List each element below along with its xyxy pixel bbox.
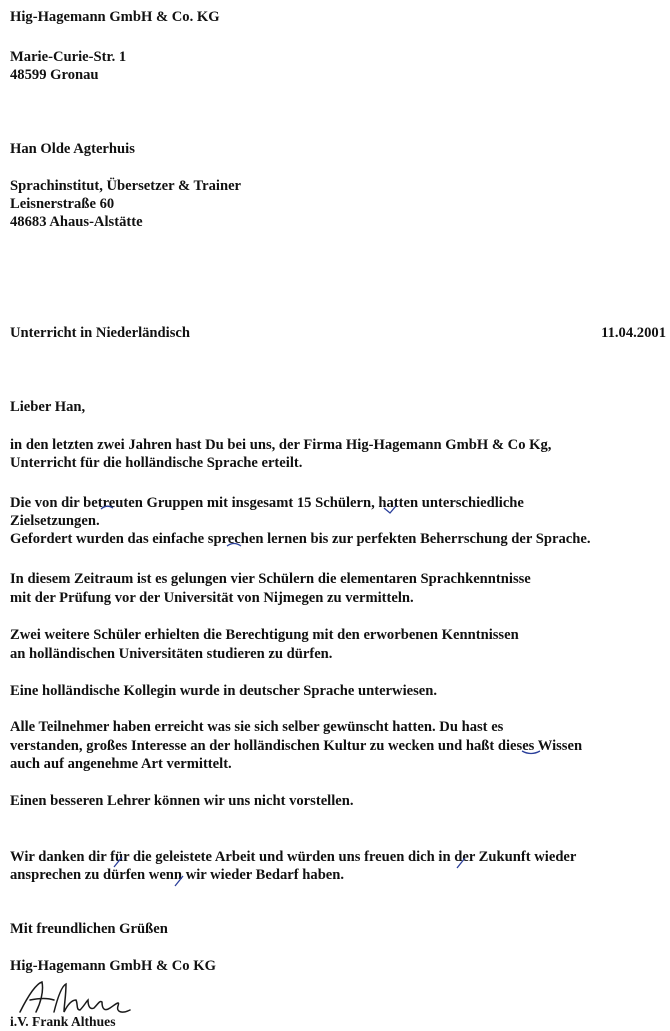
- body-line: in den letzten zwei Jahren hast Du bei uns, der Firma Hig-Hagemann GmbH & Co Kg,: [10, 437, 552, 453]
- body-line: ansprechen zu dürfen wenn wir wieder Bedarf haben.: [10, 867, 345, 883]
- body-line: Gefordert wurden das einfache sprechen lernen bis zur perfekten Beherrschung der Sprache.: [10, 531, 591, 547]
- closing-greeting: Mit freundlichen Grüßen: [10, 921, 168, 937]
- body-line: Zielsetzungen.: [10, 513, 100, 529]
- correction-mark-icon: [100, 504, 114, 512]
- body-line: Unterricht für die holländische Sprache erteilt.: [10, 455, 303, 471]
- sender-name: Hig-Hagemann GmbH & Co. KG: [10, 9, 220, 25]
- body-line: Einen besseren Lehrer können wir uns nicht vorstellen.: [10, 793, 354, 809]
- recipient-street: Leisnerstraße 60: [10, 196, 115, 212]
- recipient-city: 48683 Ahaus-Alstätte: [10, 214, 143, 230]
- correction-mark-icon: [173, 875, 185, 887]
- body-line: an holländischen Universitäten studieren zu dürfen.: [10, 646, 333, 662]
- subject-line: Unterricht in Niederländisch: [10, 325, 190, 341]
- sender-city: 48599 Gronau: [10, 67, 99, 83]
- closing-company: Hig-Hagemann GmbH & Co KG: [10, 958, 216, 974]
- salutation: Lieber Han,: [10, 399, 86, 415]
- signer-name: i.V. Frank Althues: [10, 1014, 116, 1029]
- body-line: In diesem Zeitraum ist es gelungen vier Schülern die elementaren Sprachkenntnisse: [10, 571, 531, 587]
- body-line: Die von dir betreuten Gruppen mit insgesamt 15 Schülern, hatten unterschiedliche: [10, 495, 524, 511]
- correction-mark-icon: [112, 856, 124, 868]
- letter-date: 11.04.2001: [601, 325, 666, 341]
- correction-mark-icon: [455, 857, 467, 869]
- correction-mark-icon: [383, 505, 397, 515]
- recipient-name: Han Olde Agterhuis: [10, 141, 135, 157]
- correction-mark-icon: [226, 541, 242, 549]
- body-line: Alle Teilnehmer haben erreicht was sie sich selber gewünscht hatten. Du hast es: [10, 719, 504, 735]
- body-line: Eine holländische Kollegin wurde in deutscher Sprache unterwiesen.: [10, 683, 438, 699]
- body-line: mit der Prüfung vor der Universität von Nijmegen zu vermitteln.: [10, 590, 414, 606]
- recipient-company: Sprachinstitut, Übersetzer & Trainer: [10, 178, 242, 194]
- body-line: auch auf angenehme Art vermittelt.: [10, 756, 232, 772]
- correction-mark-icon: [521, 748, 541, 756]
- sender-street: Marie-Curie-Str. 1: [10, 49, 127, 65]
- body-line: verstanden, großes Interesse an der holländischen Kultur zu wecken und haßt dieses Wissen: [10, 738, 583, 754]
- body-line: Zwei weitere Schüler erhielten die Berechtigung mit den erworbenen Kenntnissen: [10, 627, 519, 643]
- body-line: Wir danken dir für die geleistete Arbeit und würden uns freuen dich in der Zukunft wieder: [10, 849, 577, 865]
